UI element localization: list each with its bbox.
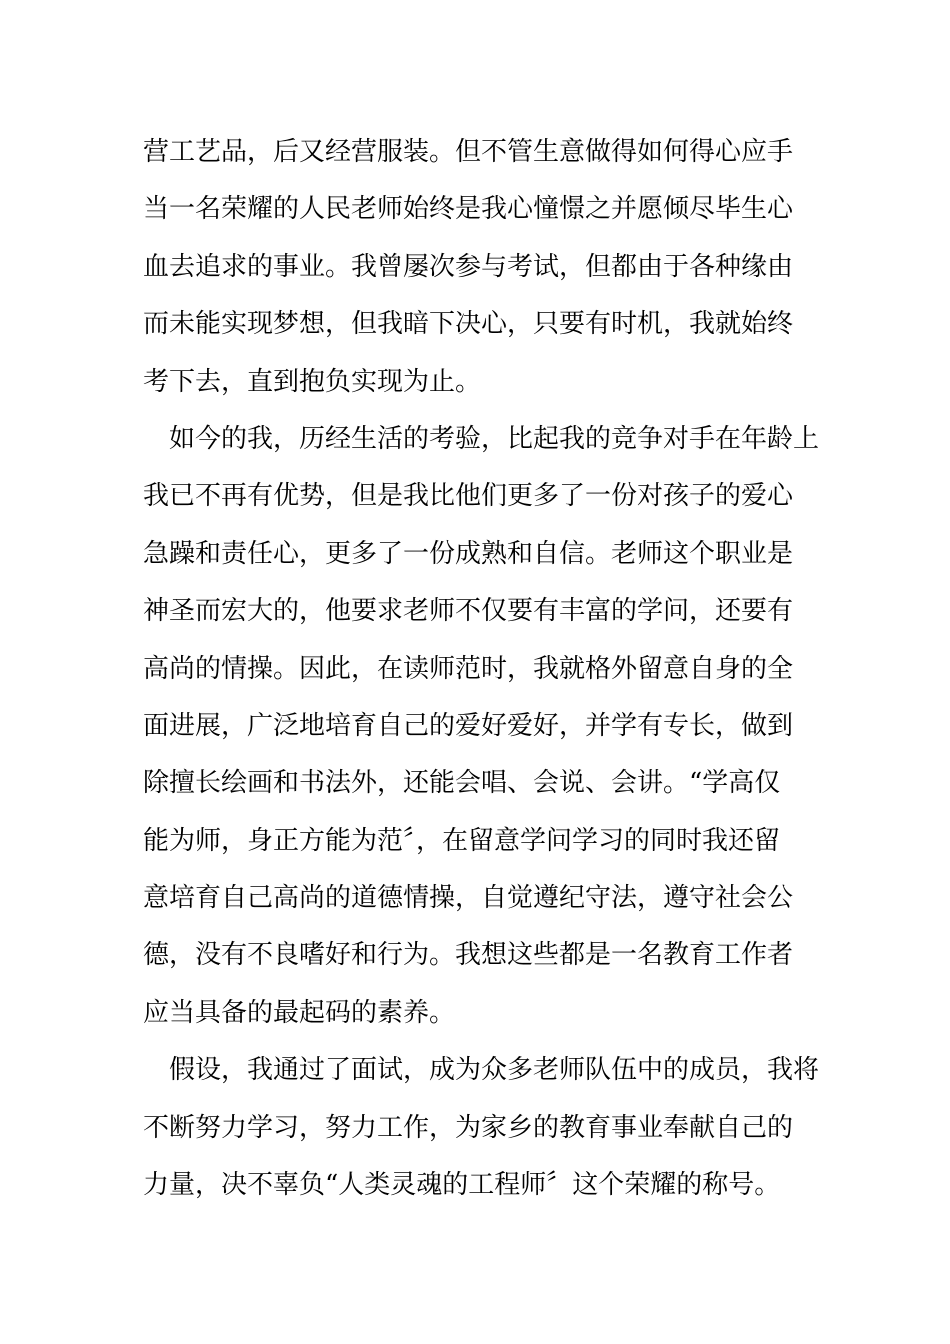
text-line: 面进展，广泛地培育自己的爱好爱好，并学有专长，做到: [143, 710, 794, 741]
text-line: 能为师，身正方能为范〞，在留意学问学习的同时我还留: [143, 825, 781, 856]
text-line: 考下去，直到抱负实现为止。: [143, 366, 482, 397]
paragraph-start-line: 如今的我，历经生活的考验，比起我的竞争对手在年龄上: [169, 423, 820, 454]
body-text: [143, 124, 820, 1214]
text-line: 当一名荣耀的人民老师始终是我心憧憬之并愿倾尽毕生心: [143, 194, 794, 225]
text-line: 德，没有不良嗜好和行为。我想这些都是一名教育工作者: [143, 940, 794, 971]
text-line: 意培育自己高尚的道德情操，自觉遵纪守法，遵守社会公: [143, 883, 794, 914]
text-line: 力量，决不辜负“人类灵魂的工程师〞这个荣耀的称号。: [143, 1170, 781, 1201]
text-line: 急躁和责任心，更多了一份成熟和自信。老师这个职业是: [143, 538, 794, 569]
text-line: 我已不再有优势，但是我比他们更多了一份对孩子的爱心: [143, 481, 794, 512]
text-line: 营工艺品，后又经营服装。但不管生意做得如何得心应手: [143, 137, 794, 167]
text-line: 不断努力学习，努力工作，为家乡的教育事业奉献自己的: [143, 1112, 794, 1143]
paragraph-start-line: 假设，我通过了面试，成为众多老师队伍中的成员，我将: [169, 1055, 820, 1086]
text-line: 高尚的情操。因此，在读师范时，我就格外留意自身的全: [143, 653, 794, 684]
text-line: 神圣而宏大的，他要求老师不仅要有丰富的学问，还要有: [143, 596, 794, 627]
text-line: 血去追求的事业。我曾屡次参与考试，但都由于各种缘由: [143, 251, 794, 282]
text-line: 而未能实现梦想，但我暗下决心，只要有时机，我就始终: [143, 309, 794, 340]
text-line: 除擅长绘画和书法外，还能会唱、会说、会讲。“学高仅: [143, 768, 781, 799]
text-line: 应当具备的最起码的素养。: [143, 997, 456, 1028]
